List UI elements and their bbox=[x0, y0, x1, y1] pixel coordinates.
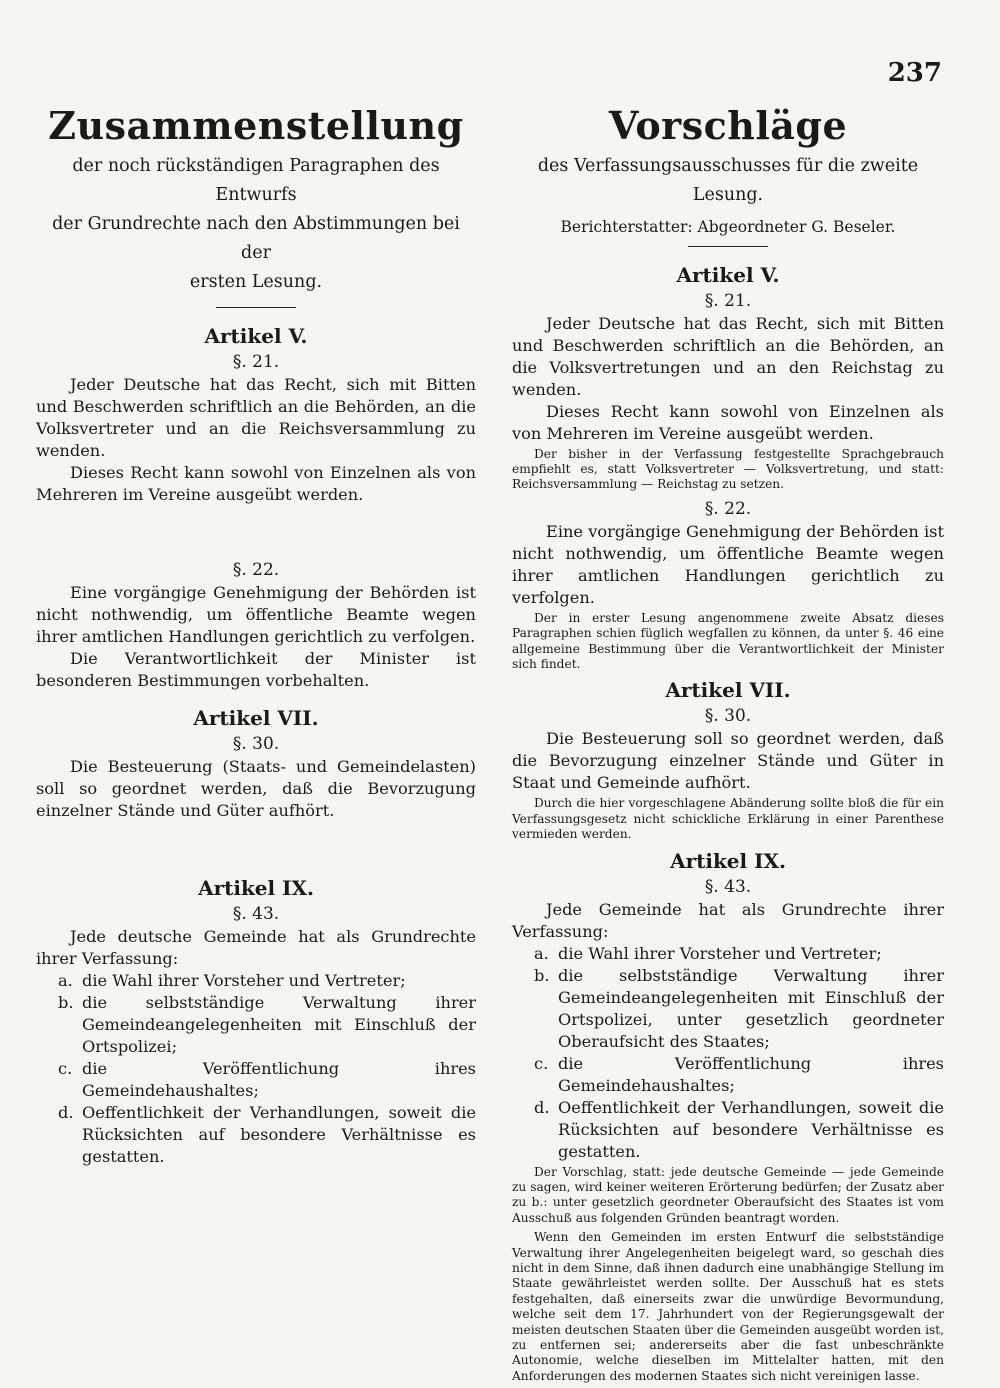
list-item: b. die selbstständige Verwaltung ihrer Gemeindeangelegenheiten mit Einschluß der Ortspolizei, unter gesetzlich geordneter Oberaufsicht des Staates; bbox=[534, 965, 944, 1051]
left-column bbox=[36, 100, 476, 1168]
right-column bbox=[512, 100, 944, 1388]
right-paragraph-30-text: Die Besteuerung soll so geordnet werden, daß die Bevorzugung einzelner Stände und Güter in Staat und Gemeinde aufhört. bbox=[512, 729, 944, 793]
left-paragraph-22-text-1: Eine vorgängige Genehmigung der Behörden ist nicht nothwendig, um öffentliche Beamte wegen ihrer amtlichen Handlungen gerichtlich zu verfolgen. bbox=[36, 582, 476, 646]
right-paragraph-21-label: §. 21. bbox=[704, 290, 752, 311]
list-item: c. die Veröffentlichung ihres Gemeindehaushaltes; bbox=[58, 1058, 476, 1100]
left-article-vii-heading: Artikel VII. bbox=[193, 705, 319, 730]
left-paragraph-30-text: Die Besteuerung (Staats- und Gemeindelasten) soll so geordnet werden, daß die Bevorzugung einzelner Stände und Güter aufhört. bbox=[36, 756, 476, 820]
left-article-ix-heading: Artikel IX. bbox=[198, 875, 314, 900]
right-paragraph-43-note-1: Der Vorschlag, statt: jede deutsche Gemeinde — jede Gemeinde zu sagen, wird keiner weiteren Erörterung bedürfen; der Zusatz aber zu b.: unter gesetzlich geordneter Oberaufsicht des Staates ist vom Ausschuß aus folgenden Gründen beantragt worden. bbox=[512, 1164, 944, 1225]
left-paragraph-21-label: §. 21. bbox=[232, 351, 280, 372]
right-paragraph-43-intro: Jede Gemeinde hat als Grundrechte ihrer Verfassung: bbox=[512, 899, 944, 941]
divider bbox=[216, 307, 296, 308]
right-paragraph-21-note: Der bisher in der Verfassung festgestellte Sprachgebrauch empfiehlt es, statt Volksvertreter — Volksvertretung, und statt: Reichsversammlung — Reichstag zu setzen. bbox=[512, 446, 944, 492]
right-paragraph-43-label: §. 43. bbox=[704, 876, 752, 897]
left-title: Zusammenstellung bbox=[48, 103, 464, 148]
left-paragraph-30-label: §. 30. bbox=[232, 733, 280, 754]
left-subtitle-line-2: der Grundrechte nach den Abstimmungen bei der bbox=[52, 213, 460, 263]
left-paragraph-43-list bbox=[36, 970, 476, 1168]
left-paragraph-43-intro: Jede deutsche Gemeinde hat als Grundrechte ihrer Verfassung: bbox=[36, 926, 476, 968]
right-paragraph-22-text-1: Eine vorgängige Genehmigung der Behörden ist nicht nothwendig, um öffentliche Beamte wegen ihrer amtlichen Handlungen gerichtlich zu verfolgen. bbox=[512, 521, 944, 607]
right-paragraph-22-note: Der in erster Lesung angenommene zweite Absatz dieses Paragraphen schien füglich wegfallen zu können, da unter §. 46 eine allgemeine Bestimmung über die Verantwortlichkeit der Minister sich findet. bbox=[512, 610, 944, 671]
list-item: c. die Veröffentlichung ihres Gemeindehaushaltes; bbox=[534, 1053, 944, 1095]
right-article-vii-heading: Artikel VII. bbox=[665, 678, 791, 703]
right-paragraph-30-note: Durch die hier vorgeschlagene Abänderung sollte bloß die für ein Verfassungsgesetz nicht schickliche Erklärung in einer Parenthese vermieden werden. bbox=[512, 796, 944, 842]
left-paragraph-21-text-2: Dieses Recht kann sowohl von Einzelnen als von Mehreren im Vereine ausgeübt werden. bbox=[36, 462, 476, 504]
left-paragraph-43-label: §. 43. bbox=[232, 903, 280, 924]
list-item: a. die Wahl ihrer Vorsteher und Vertreter; bbox=[534, 943, 882, 963]
right-paragraph-21-text-1: Jeder Deutsche hat das Recht, sich mit Bitten und Beschwerden schriftlich an die Behörden, an die Volksvertretungen und an den Reichstag zu wenden. bbox=[512, 313, 944, 399]
list-item: d. Oeffentlichkeit der Verhandlungen, soweit die Rücksichten auf besondere Verhältnisse es gestatten. bbox=[58, 1102, 476, 1166]
right-title: Vorschläge bbox=[608, 103, 848, 148]
left-subtitle-line-3: ersten Lesung. bbox=[189, 271, 323, 292]
right-article-ix-heading: Artikel IX. bbox=[670, 848, 786, 873]
divider bbox=[688, 246, 768, 247]
right-paragraph-43-note-2: Wenn den Gemeinden im ersten Entwurf die selbstständige Verwaltung ihrer Angelegenheiten beigelegt ward, so geschah dies nicht in dem Sinne, daß ihnen dadurch eine unabhängige Stellung im Staate gewährleistet werden sollte. Der Ausschuß hat es stets festgehalten, daß einerseits zwar die unwürdige Bevormundung, welche seit dem 17. Jahrhundert von der Regierungsgewalt der meisten deutschen Staaten über die Gemeinden ausgeübt worden ist, zu entfernen sei; andererseits aber die fast unbeschränkte Autonomie, welche dieselben im Mittelalter hatten, mit den Anforderungen des modernen Staates sich nicht vereinigen lasse. bbox=[512, 1230, 944, 1383]
list-item: d. Oeffentlichkeit der Verhandlungen, soweit die Rücksichten auf besondere Verhältnisse es gestatten. bbox=[534, 1097, 944, 1161]
right-paragraph-22-label: §. 22. bbox=[704, 498, 752, 519]
right-subtitle: des Verfassungsausschusses für die zweite Lesung. bbox=[537, 155, 919, 205]
left-subtitle bbox=[36, 152, 476, 297]
left-article-v-heading: Artikel V. bbox=[204, 323, 308, 348]
left-paragraph-22-text-2: Die Verantwortlichkeit der Minister ist besonderen Bestimmungen vorbehalten. bbox=[36, 648, 476, 690]
left-paragraph-22-label: §. 22. bbox=[232, 559, 280, 580]
right-paragraph-43-list bbox=[512, 943, 944, 1163]
reporter-line: Berichterstatter: Abgeordneter G. Beseler. bbox=[560, 217, 896, 236]
list-item: a. die Wahl ihrer Vorsteher und Vertreter; bbox=[58, 970, 406, 990]
left-subtitle-line-1: der noch rückständigen Paragraphen des Entwurfs bbox=[72, 155, 440, 205]
list-item: b. die selbstständige Verwaltung ihrer Gemeindeangelegenheiten mit Einschluß der Ortspolizei; bbox=[58, 992, 476, 1056]
right-paragraph-21-text-2: Dieses Recht kann sowohl von Einzelnen als von Mehreren im Vereine ausgeübt werden. bbox=[512, 401, 944, 443]
right-article-v-heading: Artikel V. bbox=[676, 262, 780, 287]
page-number: 237 bbox=[887, 58, 942, 88]
right-paragraph-30-label: §. 30. bbox=[704, 706, 752, 727]
left-paragraph-21-text-1: Jeder Deutsche hat das Recht, sich mit Bitten und Beschwerden schriftlich an die Behörden, an die Volksvertreter und an die Reichsversammlung zu wenden. bbox=[36, 374, 476, 460]
